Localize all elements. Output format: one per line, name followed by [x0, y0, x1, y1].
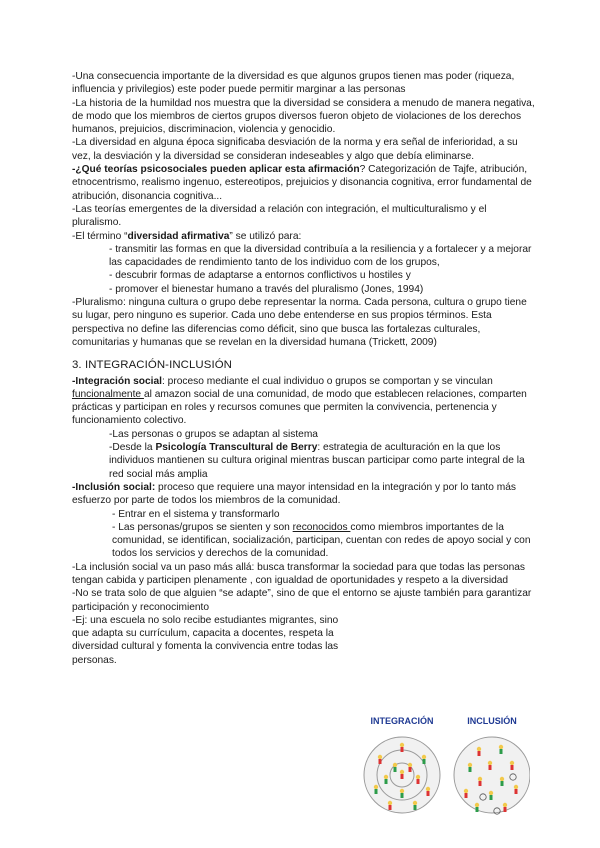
berry-term: Psicología Transcultural de Berry	[155, 442, 318, 454]
affirmative-lead: -El término “	[72, 230, 128, 242]
paragraph-affirmative	[72, 230, 538, 243]
integration-text-a: : proceso mediante el cual individuo o grupos se comportan y se vinculan	[162, 375, 493, 387]
paragraph-history: -La historia de la humildad nos muestra que la diversidad se considera a menudo de manera negativa, de modo que los miembros de ciertos grupos diversos fueron objeto de violaciones de los derechos humanos, prejuicios, discriminacion, violencia y genocidio.	[72, 97, 535, 136]
paragraph-integration	[72, 375, 538, 428]
affirmative-term: diversidad afirmativa	[127, 230, 230, 242]
document-body	[72, 70, 538, 667]
paragraph-adapt: -No se trata solo de que alguien “se adapte”, sino de que el entorno se ajuste también para garantizar participación y reconocimiento	[72, 588, 532, 613]
theories-answer: ? Categorización de Tajfe, atribución, etnocentrismo, realismo ingenuo, estereotipos, prejuicios y disonancia cognitiva, error fundamental de atribución, disonancia cognitiva...	[72, 164, 532, 202]
figure-label-inclusion: INCLUSIÓN	[467, 716, 517, 726]
integration-sub-adapt: -Las personas o grupos se adaptan al sistema	[109, 428, 318, 440]
integration-text-b: al amazon social de una comunidad, de modo que establecen relaciones, comparten prácticas y participan en roles y recursos comunes que permiten la convivencia, pertenencia y funcionamiento colectivo.	[72, 388, 527, 427]
recognized-underlined: reconocidos	[292, 521, 351, 533]
berry-lead: -Desde la	[109, 442, 156, 454]
inclusion-sub-enter: - Entrar en el sistema y transformarlo	[112, 508, 280, 520]
integration-term: -Integración social	[72, 375, 163, 387]
figure-label-integration: INTEGRACIÓN	[370, 716, 434, 726]
inclusion-text: proceso que requiere una mayor intensidad en la integración y por lo tanto más esfuerzo por parte de todos los miembros de la comunidad.	[72, 481, 516, 507]
integration-underlined: funcionalmente	[72, 388, 144, 400]
theories-question: -¿Qué teorías psicosociales pueden aplicar esta afirmación	[72, 164, 360, 176]
inclusion-diagram	[454, 737, 530, 814]
paragraph-beyond: -La inclusión social va un paso más allá: busca transformar la sociedad para que todas las personas tengan cabida y participen plenamente , con igualdad de oportunidades y respeto a la diversidad	[72, 561, 526, 586]
list-item: - transmitir las formas en que la diversidad contribuía a la resiliencia y a fortalecer y a mejorar las capacidades de rendimiento tanto de los individuo com de los grupos,	[109, 243, 532, 269]
paragraph-inclusion	[72, 481, 538, 508]
berry-text: : estrategia de aculturación en la que los individuos mantienen su cultura original mientras buscan participar como parte integral de la red social más amplia	[109, 442, 525, 480]
integration-sub-berry	[72, 441, 538, 481]
list-item: - promover el bienestar humano a través del pluralismo (Jones, 1994)	[109, 283, 424, 295]
list-item: - descubrir formas de adaptarse a entornos conflictivos u hostiles y	[109, 270, 411, 282]
inclusion-sub-recognized	[72, 521, 538, 561]
paragraph-power: -Una consecuencia importante de la diversidad es que algunos grupos tienen mas poder (riqueza, influencia y privilegios) este poder puede permitir marginar a las personas	[72, 71, 515, 96]
paragraph-emerging: -Las teorías emergentes de la diversidad a relación con integración, el multiculturalismo y el pluralismo.	[72, 203, 487, 229]
integration-diagram	[364, 737, 440, 813]
affirmative-tail: ” se utilizó para:	[229, 230, 302, 242]
section-heading: 3. INTEGRACIÓN-INCLUSIÓN	[72, 359, 232, 372]
paragraph-deviation: -La diversidad en alguna época significaba desviación de la norma y era señal de inferioridad, a su vez, la desviación y la diversidad se consideran indeseables y algo que debía eliminarse.	[72, 137, 518, 162]
paragraph-example: -Ej: una escuela no solo recibe estudiantes migrantes, sino que adapta su currículum, capacita a docentes, respeta la diversidad cultural y fomenta la convivencia entre todas las personas.	[72, 614, 339, 666]
recognized-text: como miembros importantes de la comunidad, se identifican, socialización, participan, cuentan con redes de apoyo social y con todos los servicios y derechos de la comunidad.	[112, 521, 531, 560]
integration-inclusion-figure	[362, 713, 530, 833]
paragraph-pluralism: -Pluralismo: ninguna cultura o grupo debe representar la norma. Cada persona, cultura o grupo tiene su lugar, pero ninguno es superior. Cada uno debe entenderse en sus propios términos. Esta perspectiva no define las diferencias como déficit, sino que busca las fortalezas culturales, comunitarias y humanas que se revelan en la diversidad humana (Trickett, 2009)	[72, 297, 527, 348]
recognized-lead: - Las personas/grupos se sienten y son	[112, 521, 293, 533]
inclusion-term: -Inclusión social:	[72, 481, 156, 493]
paragraph-theories	[72, 163, 538, 203]
